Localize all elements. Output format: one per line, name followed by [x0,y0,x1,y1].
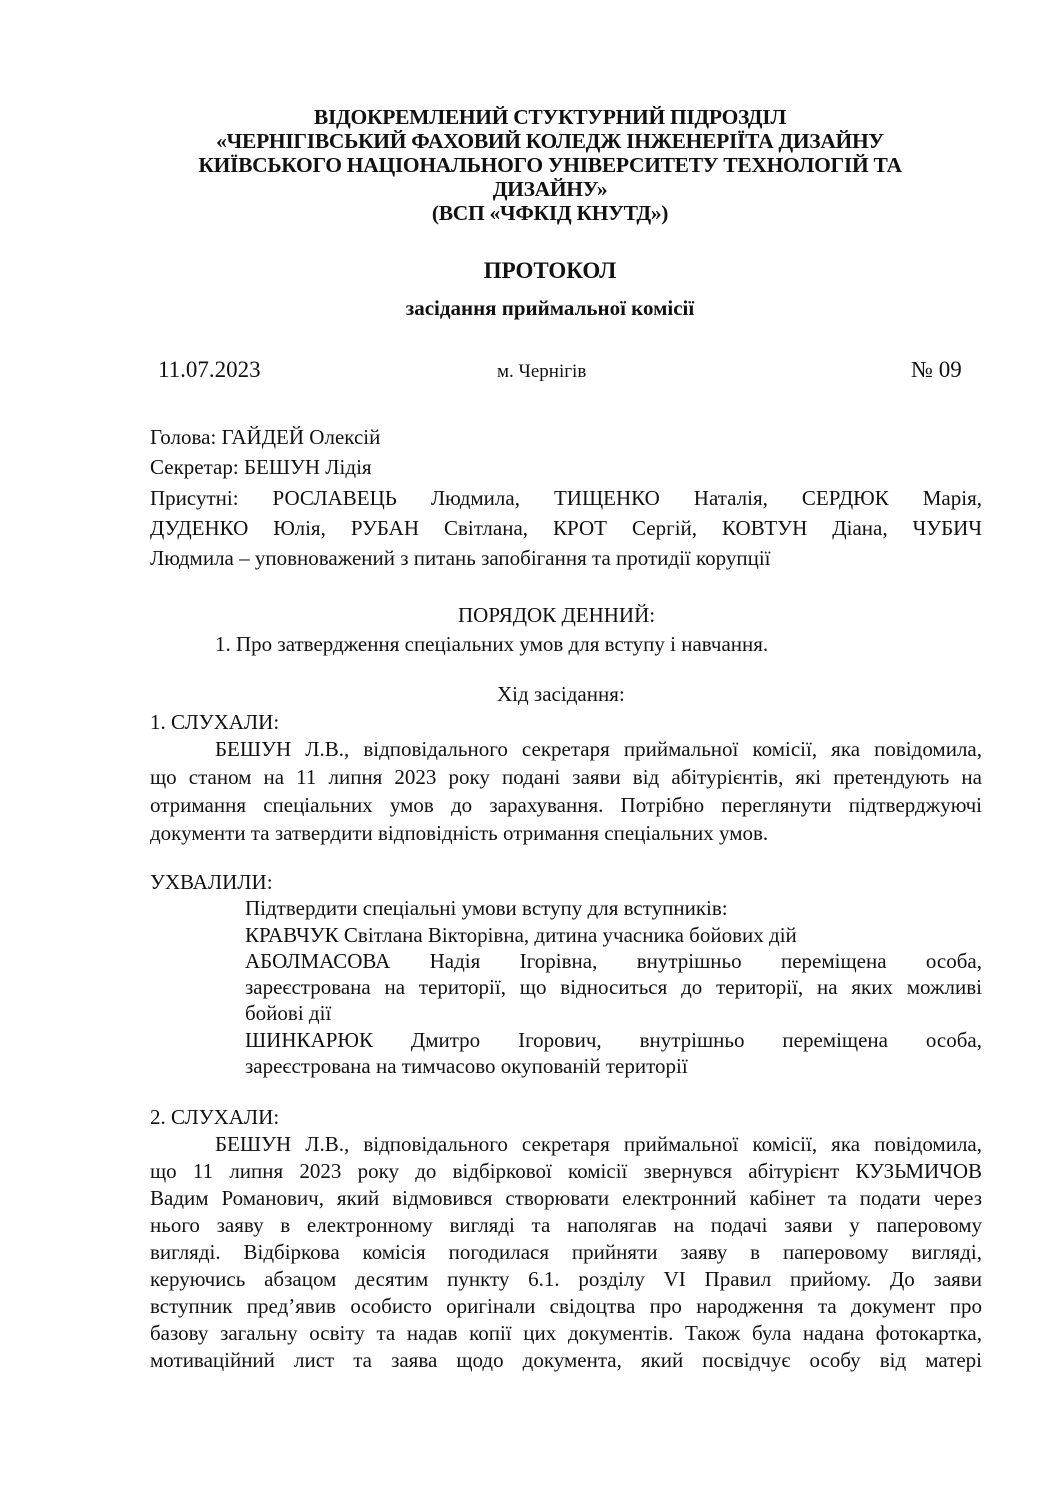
section1-resolved-line: АБОЛМАСОВА Надія Ігорівна, внутрішньо переміщена особа, [245,949,982,973]
section2-heard-label: 2. СЛУХАЛИ: [150,1105,280,1129]
header-line: «ЧЕРНІГІВСЬКИЙ ФАХОВИЙ КОЛЕДЖ ІНЖЕНЕРІЇТА ДИЗАЙНУ [216,129,884,153]
header-line: КИЇВСЬКОГО НАЦІОНАЛЬНОГО УНІВЕРСИТЕТУ ТЕХНОЛОГІЙ ТА [198,153,902,177]
present-line: Присутні: РОСЛАВЕЦЬ Людмила, ТИЩЕНКО Наталія, СЕРДЮК Марія, [150,486,982,510]
section1-heard-label: 1. СЛУХАЛИ: [150,710,280,734]
section1-resolved-line: КРАВЧУК Світлана Вікторівна, дитина учасника бойових дій [245,923,797,947]
section1-resolved-label: УХВАЛИЛИ: [150,870,273,894]
present-line: ДУДЕНКО Юлія, РУБАН Світлана, КРОТ Сергій, КОВТУН Діана, ЧУБИЧ [150,516,982,540]
header-line: ДИЗАЙНУ» [492,177,608,201]
section2-heard-line: керуючись абзацом десятим пункту 6.1. розділу VI Правил прийому. До заяви [150,1267,982,1291]
section2-heard-line: мотиваційний лист та заява щодо документа, який посвідчує особу від матері [150,1348,982,1372]
section1-resolved-line: зареєстрована на тимчасово окупованій території [245,1054,688,1078]
section1-heard-line: що станом на 11 липня 2023 року подані заяви від абітурієнтів, які претендують на [150,765,982,789]
section1-heard-line: отримання спеціальних умов до зарахування. Потрібно переглянути підтверджуючі [150,793,982,817]
document-date: 11.07.2023 [158,357,261,382]
section1-heard-line: документи та затвердити відповідність отримання спеціальних умов. [150,821,769,845]
document-subtitle: засідання приймальної комісії [405,296,695,320]
agenda-heading: ПОРЯДОК ДЕННИЙ: [458,603,656,627]
present-line: Людмила – уповноважений з питань запобігання та протидії корупції [150,546,771,570]
agenda-item: 1. Про затвердження спеціальних умов для вступу і навчання. [215,632,769,656]
section1-resolved-line: ШИНКАРЮК Дмитро Ігорович, внутрішньо переміщена особа, [245,1028,982,1052]
section2-heard-line: Вадим Романович, який відмовився створювати електронний кабінет та подати через [150,1186,982,1210]
section1-resolved-line: бойові дії [245,1001,332,1025]
section1-resolved-line: Підтвердити спеціальні умови вступу для вступників: [245,896,728,920]
section2-heard-line: що 11 липня 2023 року до відбіркової комісії звернувся абітурієнт КУЗЬМИЧОВ [150,1159,982,1183]
header-line: (ВСП «ЧФКІД КНУТД») [431,201,669,225]
section1-resolved-line: зареєстрована на території, що відноситься до території, на яких можливі [245,975,982,999]
section2-heard-line: базову загальну освіту та надав копії цих документів. Також була надана фотокартка, [150,1321,982,1345]
section2-heard-line: БЕШУН Л.В., відповідального секретаря приймальної комісії, яка повідомила, [215,1132,982,1156]
document-title: ПРОТОКОЛ [483,258,617,283]
proceedings-heading: Хід засідання: [497,682,625,706]
section2-heard-line: вигляді. Відбіркова комісія погодилася прийняти заяву в паперовому вигляді, [150,1240,982,1264]
document-number: № 09 [911,357,962,382]
section2-heard-line: вступник пред’явив особисто оригінали свідоцтва про народження та документ про [150,1294,982,1318]
section2-heard-line: нього заяву в електронному вигляді та наполягав на подачі заяви у паперовому [150,1213,982,1237]
document-city: м. Чернігів [497,361,587,382]
secretary: Секретар: БЕШУН Лідія [150,455,372,479]
section1-heard-line: БЕШУН Л.В., відповідального секретаря приймальної комісії, яка повідомила, [215,737,982,761]
chair: Голова: ГАЙДЕЙ Олексій [150,425,381,449]
header-line: ВІДОКРЕМЛЕНИЙ СТУКТУРНИЙ ПІДРОЗДІЛ [313,105,787,129]
